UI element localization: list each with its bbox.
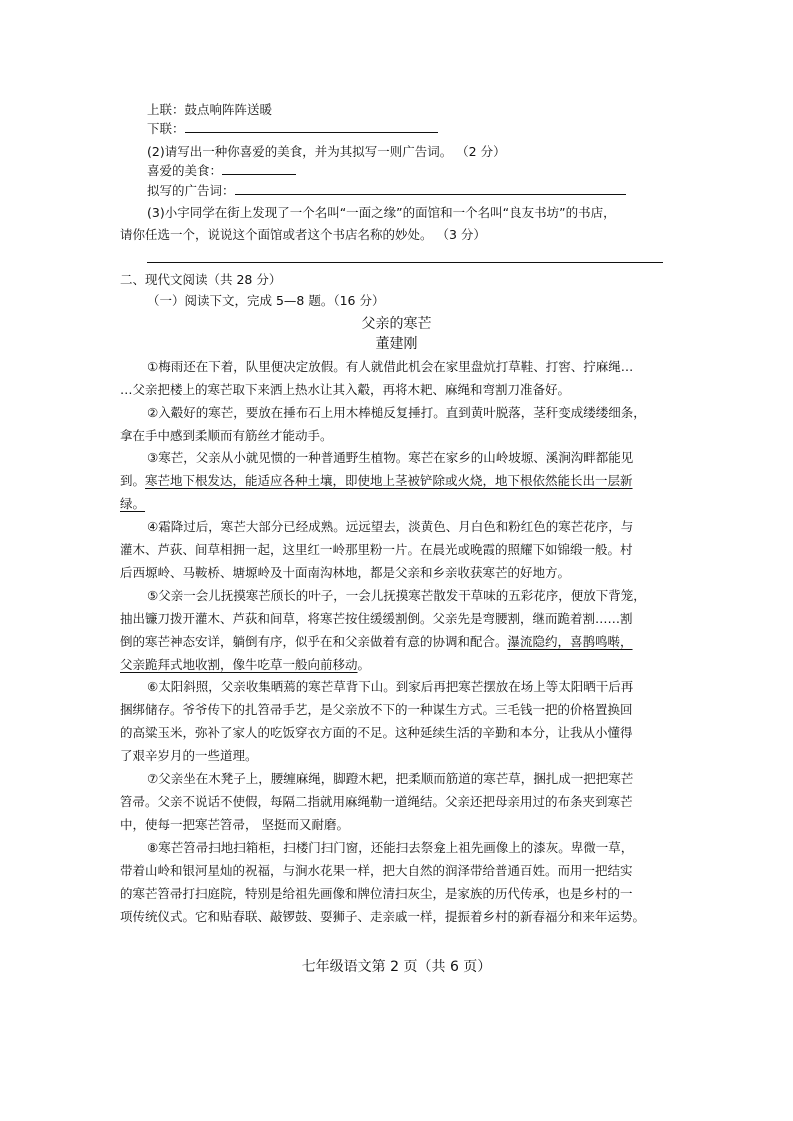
- paragraph-5-line-3: [120, 633, 633, 651]
- favorite-food-blank[interactable]: [222, 162, 296, 175]
- paragraph-8-line-4: 项传统仪式。它和贴春联、敲锣鼓、耍狮子、走亲戚一样，提振着乡村的新春福分和来年运势。: [120, 909, 646, 924]
- couplet-lower: [147, 120, 438, 138]
- article-title: 父亲的寒芒: [361, 316, 432, 332]
- question-4-3-line2: 请你任选一个，说说这个面馆或者这个书店名称的妙处。 （3 分）: [120, 227, 486, 242]
- paragraph-5-period: 。: [357, 657, 371, 672]
- answer-line[interactable]: [147, 262, 663, 263]
- paragraph-4-line-2: 灌木、芦荻、间草相拥一起，这里红一岭那里粉一片。在晨光或晚霞的照耀下如锦缎一般。村: [120, 542, 633, 557]
- paragraph-3-line-3: [120, 495, 145, 513]
- couplet-lower-answer-blank[interactable]: [185, 120, 438, 133]
- favorite-food-label: 喜爱的美食：: [147, 163, 223, 178]
- favorite-food-line: [147, 162, 296, 180]
- underlined-sentence-b: 瀑流隐约，喜鹊鸣啭，: [507, 634, 633, 649]
- paragraph-7-line-3: 中，使每一把寒芒笤帚， 坚挺而又耐磨。: [120, 817, 349, 832]
- section-2-subheading: （一）阅读下文，完成 5—8 题。（16 分）: [147, 293, 385, 308]
- article-author: 董建刚: [375, 336, 418, 352]
- section-2-heading: 二、现代文阅读（共 28 分）: [120, 272, 282, 287]
- page-footer: 七年级语文第 2 页（共 6 页）: [301, 959, 492, 975]
- question-4-3-line1: (3)小宇同学在街上发现了一个名叫“一面之缘”的面馆和一个名叫“良友书坊”的书店，: [147, 205, 616, 220]
- paragraph-1-line-1: ①梅雨还在下着，队里便决定放假。有人就借此机会在家里盘炕打草鞋、打窖、拧麻绳…: [147, 359, 634, 374]
- paragraph-6-line-1: ⑥太阳斜照，父亲收集晒蔫的寒芒草背下山。到家后再把寒芒摆放在场上等太阳晒干后再: [147, 679, 634, 694]
- paragraph-6-line-2: 捆绑储存。爷爷传下的扎笤帚手艺，是父亲放不下的一种谋生方式。三毛钱一把的价格置换回: [120, 702, 633, 717]
- paragraph-4-line-1: ④霜降过后，寒芒大部分已经成熟。远远望去，淡黄色、月白色和粉红色的寒芒花序，与: [147, 519, 634, 534]
- ad-copy-blank[interactable]: [235, 182, 626, 195]
- paragraph-3-line-2: [120, 472, 633, 490]
- underlined-sentence-b-end: 父亲跪拜式地收割，像牛吃草一般向前移动: [120, 657, 358, 672]
- ad-copy-line: [147, 182, 626, 200]
- question-4-2: (2)请写出一种你喜爱的美食，并为其拟写一则广告词。 （2 分）: [147, 144, 506, 159]
- couplet-lower-label: 下联：: [147, 121, 185, 136]
- paragraph-8-line-3: 的寒芒笤帚打扫庭院，特别是给祖先画像和牌位清扫灰尘，是家族的历代传承，也是乡村的一: [120, 886, 633, 901]
- paragraph-7-line-1: ⑦父亲坐在木凳子上，腰缠麻绳，脚蹬木耙，把柔顺而筋道的寒芒草，捆扎成一把把寒芒: [147, 771, 634, 786]
- paragraph-6-line-4: 了艰辛岁月的一些道理。: [120, 748, 258, 763]
- paragraph-8-line-2: 带着山岭和银河星灿的祝福，与涧水花果一样，把大自然的润泽带给普通百姓。而用一把结实: [120, 863, 633, 878]
- paragraph-7-line-2: 笤帚。父亲不说话不使假，每隔二指就用麻绳勒一道绳结。父亲还把母亲用过的布条夹到寒芒: [120, 794, 633, 809]
- paragraph-6-line-3: 的高粱玉米，弥补了家人的吃饭穿衣方面的不足。这种延续生活的辛勤和本分，让我从小懂得: [120, 725, 633, 740]
- paragraph-4-line-3: 后西塬岭、马鞍桥、塘塬岭及十面南沟林地，都是父亲和乡亲收获寒芒的好地方。: [120, 565, 571, 580]
- paragraph-2-line-1: ②入觳好的寒芒，要放在捶布石上用木棒槌反复捶打。直到黄叶脱落，茎秆变成缕缕细条，: [147, 405, 646, 420]
- paragraph-2-line-2: 拿在手中感到柔顺而有筋丝才能动手。: [120, 428, 333, 443]
- paragraph-1-line-2: …父亲把楼上的寒芒取下来洒上热水让其入觳，再将木耙、麻绳和弯割刀准备好。: [120, 382, 571, 397]
- paragraph-8-line-1: ⑧寒芒笤帚扫地扫箱柜，扫楼门扫门窗，还能扫去祭龛上祖先画像上的漆灰。卑微一草，: [147, 840, 634, 855]
- ad-copy-label: 拟写的广告词：: [147, 183, 235, 198]
- paragraph-5-line-4: [120, 656, 370, 674]
- couplet-upper: 上联：鼓点响阵阵送暖: [147, 102, 273, 117]
- underlined-sentence-a-end: 绿。: [120, 496, 146, 511]
- paragraph-5-line-2: 抽出镰刀拨开灌木、芦荻和间草，将寒芒按住缓缓割倒。父亲先是弯腰割，继而跪着割……割: [120, 611, 633, 626]
- paragraph-5-text: 倒的寒芒神态安详，躺倒有序，似乎在和父亲做着有意的协调和配合。: [120, 634, 508, 649]
- paragraph-3-text: 到。: [120, 473, 146, 488]
- paragraph-3-line-1: ③寒芒，父亲从小就见惯的一种普通野生植物。寒芒在家乡的山岭坡塬、溪涧沟畔都能见: [147, 450, 634, 465]
- underlined-sentence-a: 寒芒地下根发达，能适应各种土壤，即使地上茎被铲除或火烧，地下根依然能长出一层新: [145, 473, 633, 488]
- paragraph-5-line-1: ⑤父亲一会儿抚摸寒芒颀长的叶子，一会儿抚摸寒芒散发干草味的五彩花序，便放下背笼，: [147, 588, 646, 603]
